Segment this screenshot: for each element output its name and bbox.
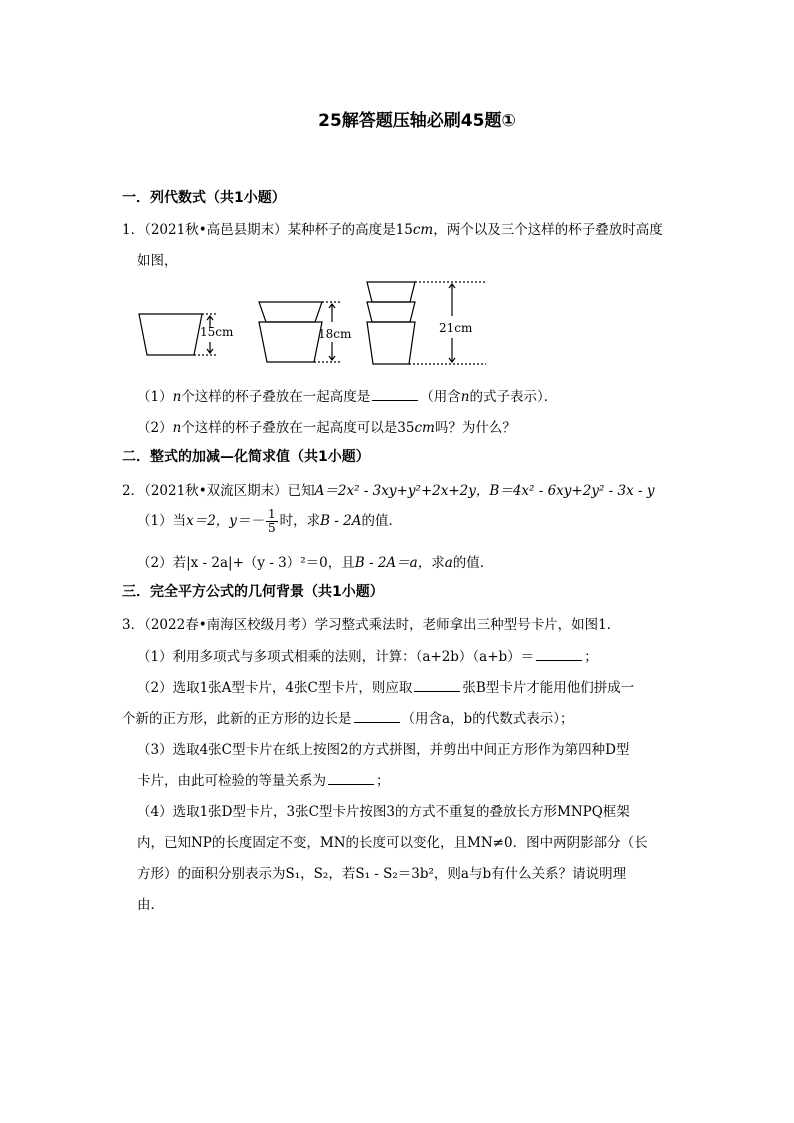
cup-3a bbox=[367, 282, 415, 302]
q3-number: 3． bbox=[122, 617, 145, 633]
q3-blank-1[interactable] bbox=[536, 648, 582, 661]
q3-stem-text: 学习整式乘法时，老师拿出三种型号卡片，如图1． bbox=[314, 617, 621, 633]
q2-p1-a: （1）当 bbox=[137, 513, 187, 529]
page-title: 25解答题压轴必刷45题① bbox=[318, 111, 516, 131]
cup-3b bbox=[367, 302, 415, 322]
q3-blank-2[interactable] bbox=[414, 679, 460, 692]
q2-p1-d: B - 2A bbox=[320, 513, 362, 529]
section-heading-3: 三．完全平方公式的几何背景（共1小题） bbox=[122, 584, 384, 600]
q1-number: 1． bbox=[122, 222, 145, 238]
cup-label-1: 15cm bbox=[200, 325, 234, 339]
q1-stem-line-1 bbox=[122, 218, 663, 238]
q1-part-2 bbox=[137, 416, 516, 436]
q3-part-3-line-2 bbox=[137, 769, 390, 789]
q1-answer-blank[interactable] bbox=[372, 388, 418, 401]
q1-p2-c: 吗？为什么？ bbox=[434, 420, 516, 436]
q1-p1-b: 个这样的杯子叠放在一起高度是 bbox=[181, 389, 371, 405]
q2-expr-b: B＝4x² - 6xy+2y² - 3x - y bbox=[489, 483, 655, 499]
q3-p2-b: 张B型卡片才能用他们拼成一 bbox=[462, 680, 635, 696]
q1-unit-2: cm bbox=[414, 420, 435, 436]
q3-p3-b: 卡片，由此可检验的等量关系为 bbox=[137, 773, 326, 789]
q2-p2-d: a bbox=[444, 555, 453, 571]
q1-p1-a: （1） bbox=[137, 389, 173, 405]
q3-blank-4[interactable] bbox=[328, 772, 374, 785]
q1-stem-line-2: 如图， bbox=[137, 253, 178, 269]
q2-p2-a: （2）若|x - 2a|+（y - 3）²＝0，且 bbox=[137, 555, 355, 571]
cup-2b bbox=[259, 322, 322, 362]
q3-part-1 bbox=[137, 645, 598, 665]
q1-stem-b: ，两个以及三个这样的杯子叠放时高度 bbox=[433, 222, 663, 238]
q3-part-3-line-1: （3）选取4张C型卡片在纸上按图2的方式拼图，并剪出中间正方形作为第四种D型 bbox=[137, 742, 630, 758]
q2-p2-c: 求 bbox=[431, 555, 445, 571]
q3-part-4-line-4: 由． bbox=[137, 897, 164, 913]
q3-p2-c: 个新的正方形，此新的正方形的边长是 bbox=[122, 711, 352, 727]
q2-p2-b: B - 2A＝a， bbox=[354, 555, 432, 571]
cup-3c bbox=[367, 322, 415, 364]
section-heading-1: 一．列代数式（共1小题） bbox=[122, 190, 286, 206]
q3-p1-b: ； bbox=[584, 649, 598, 665]
q1-p1-c: （用含 bbox=[420, 389, 461, 405]
q2-expr-a: A＝2x² - 3xy+y²+2x+2y， bbox=[314, 483, 490, 499]
q3-p1-a: （1）利用多项式与多项式相乘的法则，计算：（a+2b）（a+b）＝ bbox=[137, 649, 535, 665]
q2-p1-e: 的值． bbox=[361, 513, 402, 529]
q3-p3-c: ； bbox=[376, 773, 390, 789]
fraction-one-fifth bbox=[266, 508, 278, 535]
q2-source: （2021秋•双流区期末） bbox=[144, 483, 288, 499]
q2-p2-e: 的值． bbox=[452, 555, 494, 571]
q3-p2-a: （2）选取1张A型卡片，4张C型卡片，则应取 bbox=[137, 680, 413, 696]
q1-p2-b: 个这样的杯子叠放在一起高度可以是35 bbox=[181, 420, 415, 436]
frac-num: 1 bbox=[267, 507, 276, 521]
cups-figure bbox=[134, 276, 494, 376]
cup-1 bbox=[139, 314, 202, 355]
q3-part-2-line-2 bbox=[122, 707, 573, 727]
q3-part-2-line-1 bbox=[137, 676, 634, 696]
q2-p1-c: 时，求 bbox=[279, 513, 321, 529]
cup-2a bbox=[259, 302, 322, 322]
q2-given: 已知 bbox=[287, 483, 315, 499]
q3-part-4-line-1: （4）选取1张D型卡片，3张C型卡片按图3的方式不重复的叠放长方形MNPQ框架 bbox=[137, 804, 630, 820]
section-heading-2: 二．整式的加减—化简求值（共1小题） bbox=[122, 449, 370, 465]
q1-var-n-1: n bbox=[172, 389, 182, 405]
q2-number: 2． bbox=[122, 483, 145, 499]
q3-part-4-line-3: 方形）的面积分别表示为S₁，S₂，若S₁ - S₂＝3b²，则a与b有什么关系？请说明理 bbox=[137, 866, 627, 882]
q1-source: （2021秋•高邑县期末） bbox=[144, 222, 288, 238]
q1-p1-d: 的式子表示）． bbox=[469, 389, 558, 405]
q2-p1-b: x＝2，y＝－ bbox=[186, 513, 264, 529]
q1-part-1 bbox=[137, 385, 557, 405]
cup-label-3: 21cm bbox=[439, 321, 473, 335]
q3-part-4-line-2: 内，已知NP的长度固定不变，MN的长度可以变化，且MN≠0．图中两阴影部分（长 bbox=[137, 835, 648, 851]
q3-source: （2022春•南海区校级月考） bbox=[144, 617, 315, 633]
q2-part-2 bbox=[137, 551, 493, 571]
q2-stem bbox=[122, 479, 654, 499]
cup-label-2: 18cm bbox=[318, 327, 352, 341]
q3-p2-d: （用含a，b的代数式表示）； bbox=[401, 711, 574, 727]
q3-blank-3[interactable] bbox=[354, 710, 400, 723]
q1-stem-a: 某种杯子的高度是15 bbox=[287, 222, 413, 238]
q3-stem bbox=[122, 613, 620, 633]
q1-var-n-2: n bbox=[460, 389, 470, 405]
q1-unit: cm bbox=[412, 222, 434, 238]
q1-var-n-3: n bbox=[172, 420, 182, 436]
q2-part-1 bbox=[137, 508, 402, 535]
q1-p2-a: （2） bbox=[137, 420, 173, 436]
frac-den: 5 bbox=[267, 521, 276, 535]
